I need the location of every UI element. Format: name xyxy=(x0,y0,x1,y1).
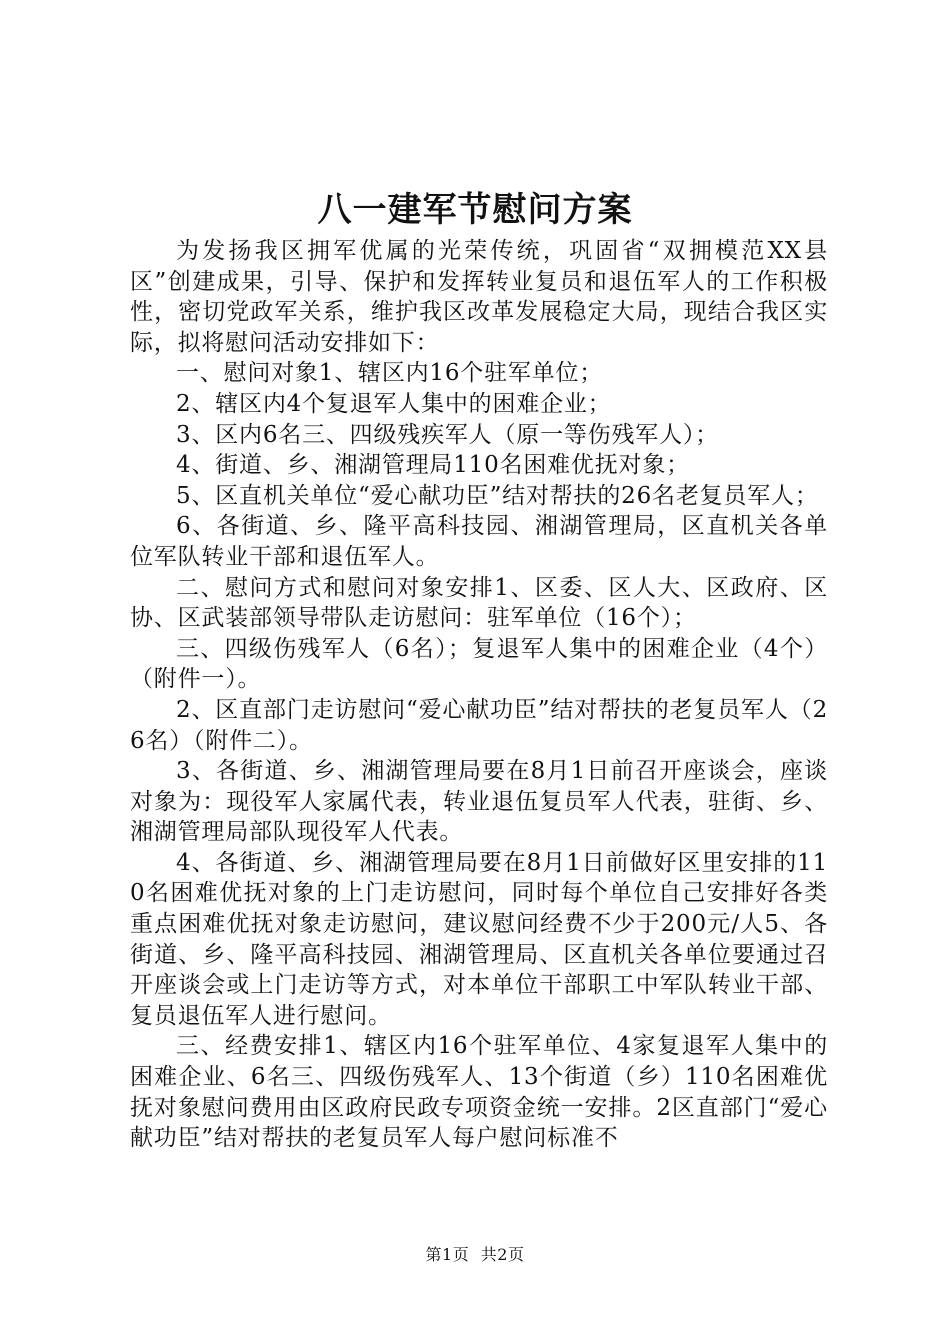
paragraph-item: 3、各街道、乡、湘湖管理局要在8月1日前召开座谈会，座谈对象为：现役军人家属代表，转业退伍复员军人代表，驻街、乡、湘湖管理局部队现役军人代表。 xyxy=(130,758,828,846)
paragraph-item: 2、区直部门走访慰问“爱心献功臣”结对帮扶的老复员军人（26名）（附件二）。 xyxy=(130,696,828,754)
paragraph-item: 3、区内6名三、四级残疾军人（原一等伤残军人）； xyxy=(176,421,719,448)
page-number: 第1页 xyxy=(425,1245,470,1264)
page-footer xyxy=(0,1243,950,1267)
paragraph-item: 2、辖区内4个复退军人集中的困难企业； xyxy=(176,390,612,417)
paragraph-item: 二、慰问方式和慰问对象安排1、区委、区人大、区政府、区协、区武装部领导带队走访慰问：驻军单位（16个）； xyxy=(130,574,828,632)
paragraph-item: 三、四级伤残军人（6名）；复退军人集中的困难企业（4个）（附件一）。 xyxy=(130,635,828,693)
paragraph-item: 6、各街道、乡、隆平高科技园、湘湖管理局，区直机关各单位军队转业干部和退伍军人。 xyxy=(130,513,828,570)
paragraph-item: 4、各街道、乡、湘湖管理局要在8月1日前做好区里安排的110名困难优抚对象的上门走访慰问，同时每个单位自己安排好各类重点困难优抚对象走访慰问，建议慰问经费不少于200元/人5、各街道、乡、隆平高科技园、湘湖管理局、区直机关各单位要通过召开座谈会或上门走访等方式，对本单位干部职工中军队转业干部、复员退伍军人进行慰问。 xyxy=(130,849,828,1029)
document-title: 八一建军节慰问方案 xyxy=(317,190,633,230)
paragraph-item: 一、慰问对象1、辖区内16个驻军单位； xyxy=(176,360,604,387)
paragraph-item: 4、街道、乡、湘湖管理局110名困难优抚对象； xyxy=(176,452,690,479)
paragraph-intro: 为发扬我区拥军优属的光荣传统，巩固省“双拥模范XX县区”创建成果，引导、保护和发挥转业复员和退伍军人的工作积极性，密切党政军关系，维护我区改革发展稳定大局，现结合我区实际，拟将慰问活动安排如下： xyxy=(130,238,828,356)
page-total: 共2页 xyxy=(480,1245,525,1264)
paragraph-item: 三、经费安排1、辖区内16个驻军单位、4家复退军人集中的困难企业、6名三、四级伤残军人、13个街道（乡）110名困难优抚对象慰问费用由区政府民政专项资金统一安排。2区直部门“爱心献功臣”结对帮扶的老复员军人每户慰问标准不 xyxy=(130,1033,828,1152)
paragraph-item: 5、区直机关单位“爱心献功臣”结对帮扶的26名老复员军人； xyxy=(176,482,819,509)
document-body xyxy=(130,236,828,1154)
